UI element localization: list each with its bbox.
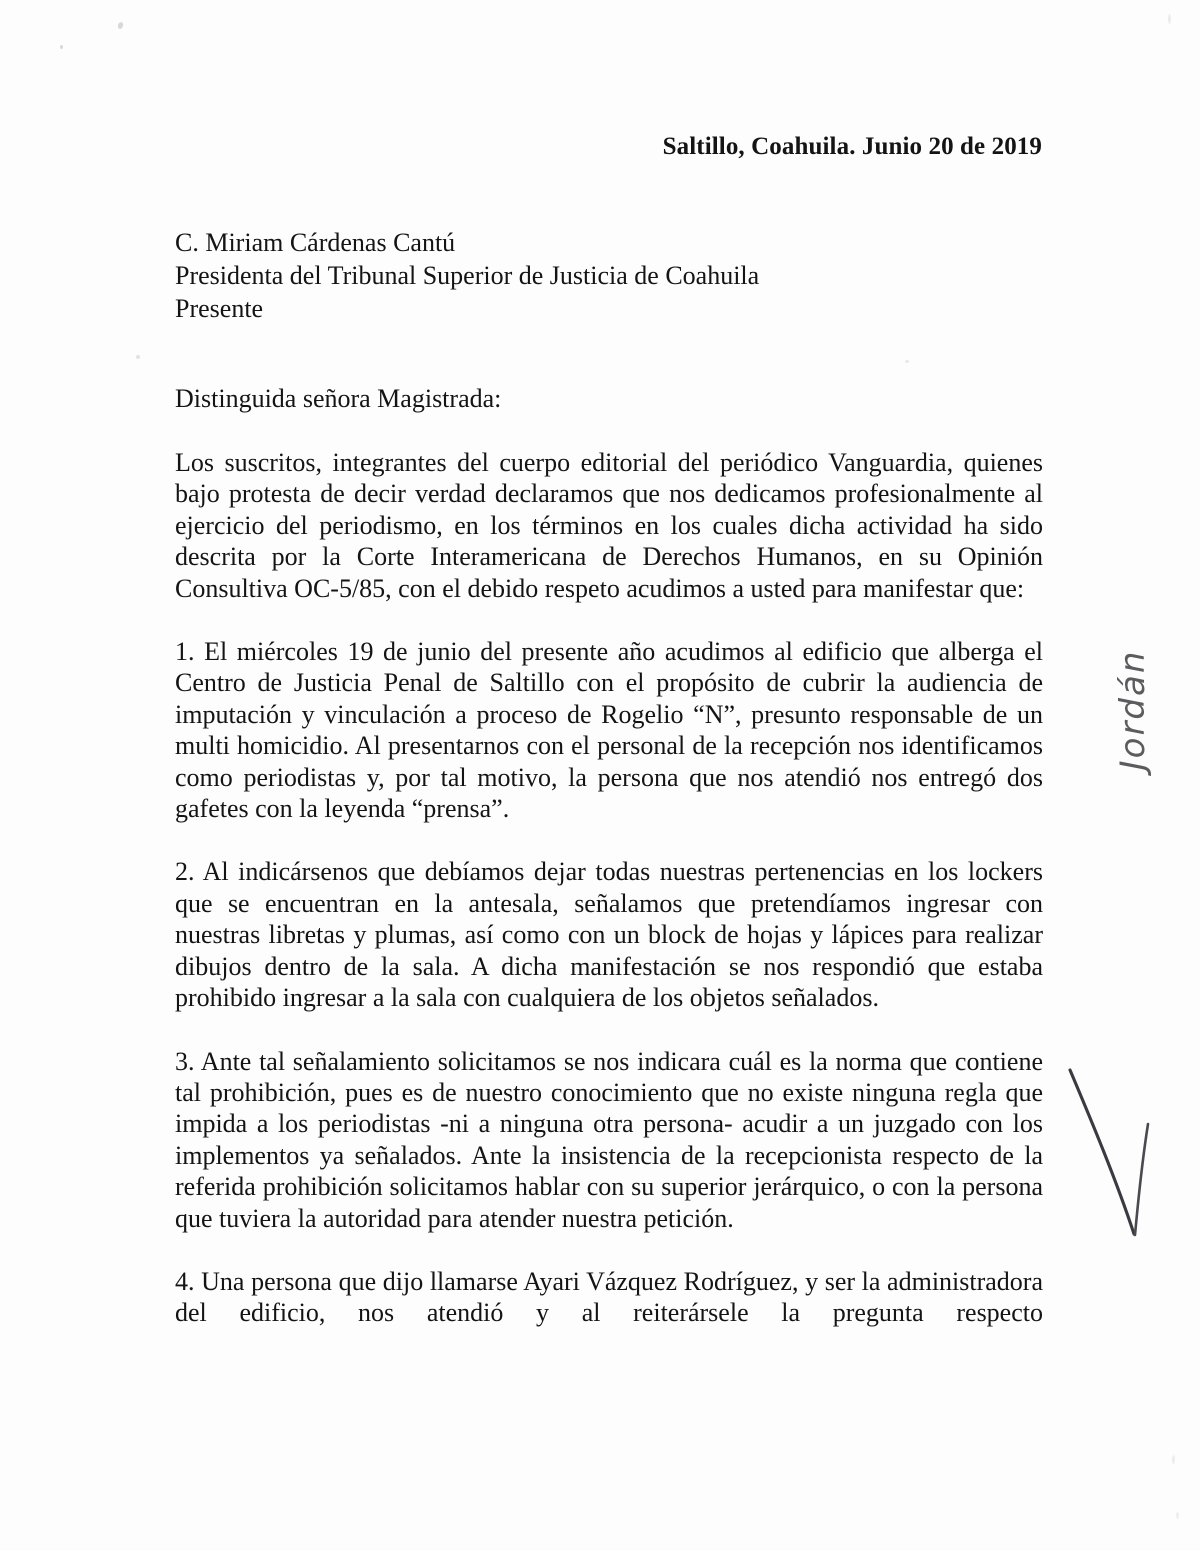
scan-speck [136, 355, 140, 359]
paragraph-item-3: 3. Ante tal señalamiento solicitamos se nos indicara cuál es la norma que contiene tal prohibición, pues es de nuestro conocimiento que no existe ninguna regla que impida a los periodistas -ni a ninguna otra persona- acudir a un juzgado con los implementos ya señalados. Ante la insistencia de la recepcionista respecto de la referida prohibición solicitamos hablar con su superior jerárquico, o con la persona que tuviera la autoridad para atender nuestra petición. [175, 1046, 1043, 1233]
date-line: Saltillo, Coahuila. Junio 20 de 2019 [662, 133, 1042, 160]
salutation: Distinguida señora Magistrada: [175, 384, 502, 413]
check-mark-icon [1062, 1062, 1192, 1242]
addressee-presente: Presente [175, 294, 264, 323]
paragraph-intro: Los suscritos, integrantes del cuerpo editorial del periódico Vanguardia, quienes bajo protesta de decir verdad declaramos que nos dedicamos profesionalmente al ejercicio del periodismo, en los términos en los cuales dicha actividad ha sido descrita por la Corte Interamericana de Derechos Humanos, en su Opinión Consultiva OC-5/85, con el debido respeto acudimos a usted para manifestar que: [175, 448, 1043, 603]
scan-speck [1172, 1455, 1175, 1464]
scan-speck [1176, 1512, 1179, 1519]
handwritten-margin-name: Jordán [1113, 649, 1153, 771]
paragraph-item-1: 1. El miércoles 19 de junio del presente año acudimos al edificio que alberga el Centro de Justicia Penal de Saltillo con el propósito de cubrir la audiencia de imputación y vinculación a proceso de Rogelio “N”, presunto responsable de un multi homicidio. Al presentarnos con el personal de la recepción nos identificamos como periodistas y, por tal motivo, la persona que nos atendió nos entregó dos gafetes con la leyenda “prensa”. [175, 637, 1043, 824]
scan-speck [905, 360, 909, 363]
paragraph-item-4: 4. Una persona que dijo llamarse Ayari Vázquez Rodríguez, y ser la administradora del edificio, nos atendió y al reiterársele la pregunta respecto [175, 1266, 1043, 1328]
handwritten-check-mark [1062, 1062, 1192, 1242]
addressee-name: C. Miriam Cárdenas Cantú [175, 228, 456, 257]
scan-speck [117, 21, 124, 29]
scan-speck [60, 45, 63, 49]
addressee-title: Presidenta del Tribunal Superior de Justicia de Coahuila [175, 261, 760, 290]
scan-speck [1168, 14, 1171, 24]
addressee-block [175, 226, 1035, 325]
letter-body [175, 447, 1043, 1329]
paragraph-item-2: 2. Al indicársenos que debíamos dejar todas nuestras pertenencias en los lockers que se encuentran en la antesala, señalamos que pretendíamos ingresar con nuestras libretas y plumas, así como con un block de hojas y lápices para realizar dibujos dentro de la sala. A dicha manifestación se nos respondió que estaba prohibido ingresar a la sala con cualquiera de los objetos señalados. [175, 857, 1043, 1013]
